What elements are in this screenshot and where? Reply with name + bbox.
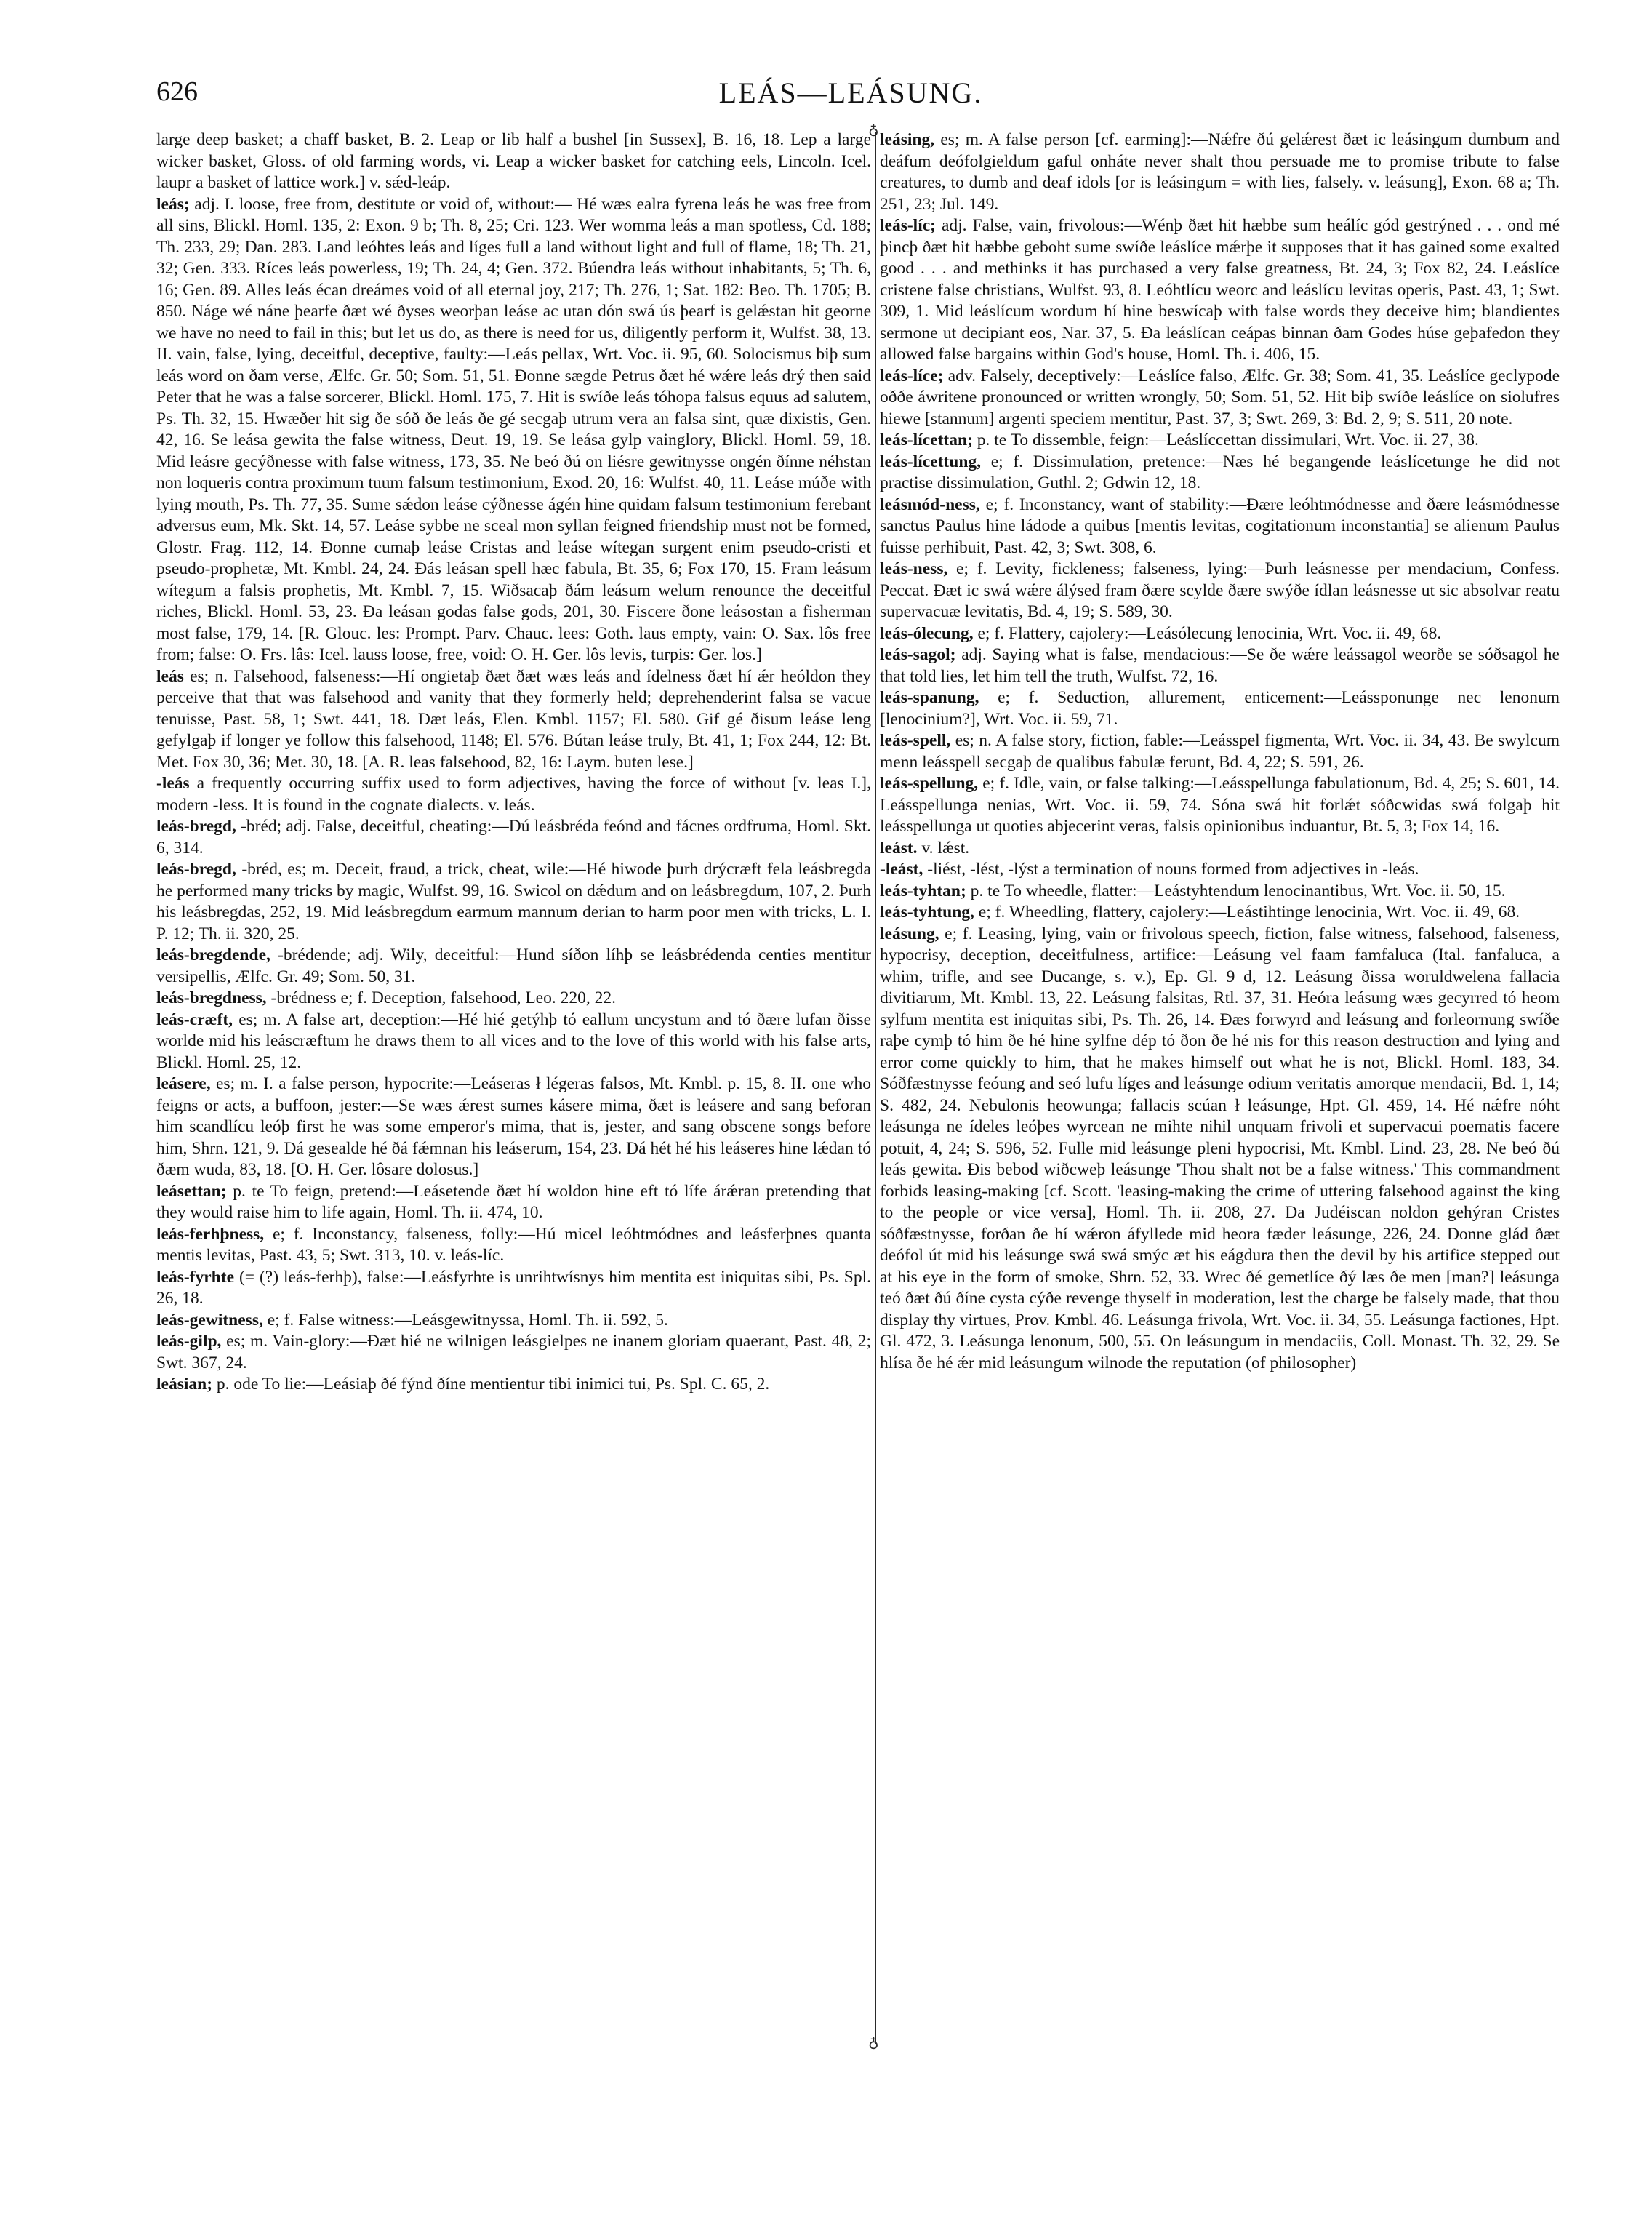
dictionary-entry xyxy=(156,666,871,774)
entry-text: adj. I. loose, free from, destitute or void of, without:— Hé wæs ealra fyrena leás he was free from all sins, Blickl. Homl. 135, 2: Exon. 9 b; Th. 8, 25; Cri. 123. Wer womma leás a man spotless, Cd. 188; Th. 233, 29; Dan. 283. Land leóhtes leás and líges full a land without light and full of flame, 18; Th. 21, 32; Gen. 333. Ríces leás powerless, 19; Th. 24, 4; Gen. 372. Búendra leás without inhabitants, 5; Th. 6, 16; Gen. 89. Alles leás écan dreámes void of all eternal joy, 217; Th. 276, 1; Sat. 182: Beo. Th. 1705; B. 850. Náge wé náne þearfe ðæt wé ðyses weorþan leáse ac utan dón swá ús þearf is gelǽstan hit georne we have no need to fail in this; but let us do, as there is need for us, diligently perform it, Wulfst. 38, 13. II. vain, false, lying, deceitful, deceptive, faulty:—Leás pellax, Wrt. Voc. ii. 95, 60. Solocismus biþ sum leás word on ðam verse, Ælfc. Gr. 50; Som. 51, 51. Ðonne sægde Petrus ðæt hé wǽre leás drý then said Peter that he was a false sorcerer, Blickl. Homl. 175, 7. Hit is swíðe leás tóhopa falsus equus ad salutem, Ps. Th. 32, 15. Hwæðer hit sig ðe sóð ðe leás ðe gé secgaþ utrum vera an falsa sint, quæ dixistis, Gen. 42, 16. Se leása gewita the false witness, Deut. 19, 19. Se leása gylp vainglory, Blickl. Homl. 59, 18. Mid leásre gecýðnesse with false witness, 173, 35. Ne beó ðú on liésre gewitnysse ongén ðínne néhstan non loqueris contra proximum tuum falsum testimonium, Exod. 20, 16: Wulfst. 40, 11. Leáse múðe with lying mouth, Ps. Th. 77, 35. Sume sǽdon leáse cýðnesse ágén hine quidam falsum testimonium ferebant adversus eum, Mk. Skt. 14, 57. Leáse sybbe ne sceal mon syllan feigned friendship must not be formed, Glostr. Frag. 112, 14. Ðonne cumaþ leáse Cristas and leáse wítegan surgent enim pseudo-cristi et pseudo-prophetæ, Mt. Kmbl. 24, 24. Ðás leásan spell hæc fabula, Bt. 35, 6; Fox 170, 15. Fram leásum wítegum a falsis prophetis, Mt. Kmbl. 7, 15. Wiðsacaþ ðám leásum welum renounce the deceitful riches, Blickl. Homl. 53, 23. Ða leásan godas false gods, 201, 30. Fiscere ðone leásostan a fisherman most false, 179, 14. [R. Glouc. les: Prompt. Parv. Chauc. lees: Goth. laus empty, vain: O. Sax. lôs free from; false: O. Frs. lâs: Icel. lauss loose, free, void: O. H. Ger. lôs levis, turpis: Ger. los.] xyxy=(156,194,872,664)
entry-headword: leás-cræft, xyxy=(156,1010,233,1029)
entry-headword: leás-ness, xyxy=(880,559,948,578)
page-number: 626 xyxy=(156,76,198,107)
dictionary-entry xyxy=(156,129,871,194)
entry-headword: leás-líc; xyxy=(880,216,936,235)
dictionary-entry xyxy=(880,730,1560,773)
entry-text: p. te To feign, pretend:—Leásetende ðæt hí woldon hine eft tó lífe árǽran pretending that they would raise him to life again, Homl. Th. ii. 474, 10. xyxy=(156,1181,872,1222)
entry-headword: leás-ólecung, xyxy=(880,623,974,643)
entry-text: p. te To wheedle, flatter:—Leástyhtendum lenocinantibus, Wrt. Voc. ii. 50, 15. xyxy=(970,881,1506,900)
entry-headword: leásing, xyxy=(880,130,935,149)
entry-headword: leás xyxy=(156,666,184,686)
dictionary-entry xyxy=(880,129,1560,215)
entry-text: (= (?) leás-ferhþ), false:—Leásfyrhte is unrihtwísnys him mentita est iniquitas sibi, Ps. Spl. 26, 18. xyxy=(156,1267,871,1308)
entry-text: -bréd, es; m. Deceit, fraud, a trick, cheat, wile:—Hé hiwode þurh drýcræft fela leásbregda he performed many tricks by magic, Wulfst. 99, 16. Swicol on dǽdum and on leásbregdum, 107, 2. Þurh his leásbregdas, 252, 19. Mid leásbregdum earmum mannum derian to harm poor men with tricks, L. I. P. 12; Th. ii. 320, 25. xyxy=(156,860,871,943)
dictionary-entry xyxy=(880,644,1560,687)
entry-headword: leás-lícettung, xyxy=(880,452,982,471)
dictionary-entry xyxy=(156,945,871,988)
entry-text: -bréd; adj. False, deceitful, cheating:—Ðú leásbréda feónd and fácnes ordfruma, Homl. Skt. 6, 314. xyxy=(156,817,871,858)
dictionary-entry xyxy=(156,1181,871,1224)
entry-headword: leás-bregd, xyxy=(156,860,236,879)
dictionary-entry xyxy=(880,902,1560,924)
dictionary-entry xyxy=(156,773,871,816)
entry-text: e; f. Levity, fickleness; falseness, lying:—Þurh leásnesse per mendacium, Confess. Peccat. Ðæt ic swá wǽre álýsed fram ðære scylde ðære swýðe ídlan leásnesse ut sic absolvar reatu supervacuæ levitatis, Bd. 4, 19; S. 589, 30. xyxy=(880,559,1560,621)
entry-text: p. te To dissemble, feign:—Leáslíccettan dissimulari, Wrt. Voc. ii. 27, 38. xyxy=(977,431,1479,449)
entry-text: es; m. A false art, deception:—Hé hié getýhþ tó eallum uncystum and tó ðære lufan ðisse worlde mid his leáscræftum he draws them to all vices and to the love of this world with his false arts, Blickl. Homl. 25, 12. xyxy=(156,1010,871,1072)
entry-text: e; f. False witness:—Leásgewitnyssa, Homl. Th. ii. 592, 5. xyxy=(267,1310,668,1330)
entry-text: p. ode To lie:—Leásiaþ ðé fýnd ðíne mentientur tibi inimici tui, Ps. Spl. C. 65, 2. xyxy=(216,1375,770,1394)
left-column xyxy=(156,129,871,1396)
entry-text: e; f. Inconstancy, falseness, folly:—Hú micel leóhtmódnes and leásferþnes quanta mentis levitas, Past. 43, 5; Swt. 313, 10. v. leás-líc. xyxy=(156,1224,872,1265)
dictionary-entry xyxy=(156,1074,871,1181)
dictionary-entry xyxy=(880,430,1560,452)
dictionary-entry xyxy=(880,881,1560,903)
entry-headword: leás-bregdness, xyxy=(156,988,267,1007)
page-header xyxy=(156,76,1545,127)
entry-headword: leás; xyxy=(156,194,190,214)
dictionary-entry xyxy=(156,1010,871,1074)
entry-headword: leás-líce; xyxy=(880,366,944,385)
dictionary-entry xyxy=(880,924,1560,1375)
entry-text: -liést, -lést, -lýst a termination of nouns formed from adjectives in -leás. xyxy=(927,860,1419,879)
entry-text: e; f. Flattery, cajolery:—Leásólecung lenocinia, Wrt. Voc. ii. 49, 68. xyxy=(977,623,1442,643)
entry-headword: leásian; xyxy=(156,1375,213,1394)
entry-text: e; f. Seduction, allurement, enticement:—Leássponunge nec lenonum [lenocinium?], Wrt. Voc. ii. 59, 71. xyxy=(880,688,1560,729)
entry-text: -brédness e; f. Deception, falsehood, Leo. 220, 22. xyxy=(270,988,616,1007)
entry-headword: -leás xyxy=(156,774,190,793)
entry-headword: leás-bregd, xyxy=(156,817,236,836)
dictionary-entry xyxy=(156,194,871,666)
column-bottom-ornament: ♁ xyxy=(868,2035,879,2053)
dictionary-entry xyxy=(156,1267,871,1310)
entry-headword: leás-fyrhte xyxy=(156,1267,235,1287)
entry-headword: leás-tyhtan; xyxy=(880,881,966,900)
running-head: LEÁS—LEÁSUNG. xyxy=(718,76,983,109)
dictionary-entry xyxy=(880,838,1560,860)
entry-text: adj. False, vain, frivolous:—Wénþ ðæt hit hæbbe sum heálíc gód gestrýned . . . ond mé þincþ ðæt hit hæbbe geboht sume swíðe leáslíce mǽrþe it supposes that it has gained some exalted good . . . and methinks it has purchased a very false greatness, Bt. 24, 3; Fox 82, 24. Leáslíce cristene false christians, Wulfst. 93, 8. Leóhtlícu weorc and leáslícu levitas operis, Past. 43, 1; Swt. 309, 1. Mid leáslícum wordum hí hine beswícaþ with false words they deceive him; blandientes sermone ut decipiant eos, Nar. 37, 5. Ða leáslícan ceápas binnan ðam Godes húse geþafedon they allowed false bargains within God's house, Homl. Th. i. 406, 15. xyxy=(880,216,1560,364)
dictionary-entry xyxy=(880,773,1560,838)
dictionary-entry xyxy=(156,988,871,1010)
entry-headword: leás-bregdende, xyxy=(156,946,270,964)
entry-text: large deep basket; a chaff basket, B. 2. Leap or lib half a bushel [in Sussex], B. 16, 18. Lep a large wicker basket, Gloss. of old farming words, vi. Leap a wicker basket for catching eels, Lincoln. Icel. laupr a basket of lattice work.] v. sǽd-leáp. xyxy=(156,130,871,192)
entry-text: adv. Falsely, deceptively:—Leáslíce falso, Ælfc. Gr. 38; Som. 41, 35. Leáslíce geclypode oððe áwritene pronounced or written wrongly, 50; Som. 51, 52. Hit biþ swíðe leáslíce on siolufres hiewe [stannum] argenti speciem mentitur, Past. 37, 3; Swt. 269, 3: Bd. 2, 9; S. 511, 20 note. xyxy=(880,366,1560,428)
entry-text: es; m. I. a false person, hypocrite:—Leáseras ł légeras falsos, Mt. Kmbl. p. 15, 8. II. one who feigns or acts, a buffoon, jester:—Se wæs ǽrest sumes kásere mima, ðæt is leásere and sang beforan him scandlícu leóþ first he was some emperor's mima, that is, jester, and sang obscene songs before him, Shrn. 121, 9. Ðá gesealde hé ðá fǽmnan his leáserum, 154, 23. Ðá hét hé his leáseres hine lǽdan tó ðæm wuda, 83, 18. [O. H. Ger. lôsare dolosus.] xyxy=(156,1074,872,1179)
dictionary-entry xyxy=(156,1224,871,1267)
entry-headword: leás-spellung, xyxy=(880,774,979,793)
dictionary-entry xyxy=(156,859,871,945)
dictionary-entry xyxy=(880,859,1560,881)
entry-text: v. lǽst. xyxy=(921,838,970,858)
entry-text: e; f. Inconstancy, want of stability:—Ðære leóhtmódnesse and ðære leásmódnesse sanctus Paulus hine ládode a quibus [mentis levitas, cogitationum inconstantia] se alienum Paulus fuisse perhibuit, Past. 42, 3; Swt. 308, 6. xyxy=(880,495,1560,557)
entry-headword: leás-spanung, xyxy=(880,688,979,707)
entry-headword: leás-ferhþness, xyxy=(156,1224,265,1244)
entry-headword: leásere, xyxy=(156,1074,211,1093)
entry-text: es; m. A false person [cf. earming]:—Nǽfre ðú gelǽrest ðæt ic leásingum dumbum and deáfum deófolgieldum gaful onháte never shalt thou persuade me to promise tribute to false creatures, to dumb and deaf idols [or is leásingum = with lies, falsely. v. leásung], Exon. 68 a; Th. 251, 23; Jul. 149. xyxy=(880,130,1560,214)
dictionary-entry xyxy=(156,1374,871,1396)
entry-headword: leás-sagol; xyxy=(880,645,956,664)
entry-headword: leásettan; xyxy=(156,1181,227,1201)
entry-text: e; f. Wheedling, flattery, cajolery:—Leástihtinge lenocinia, Wrt. Voc. ii. 49, 68. xyxy=(978,903,1520,922)
entry-headword: leás-gilp, xyxy=(156,1332,222,1351)
right-column xyxy=(880,129,1560,1374)
dictionary-entry xyxy=(156,816,871,859)
column-top-ornament: ♁ xyxy=(868,122,879,140)
entry-text: adj. Saying what is false, mendacious:—Se ðe wǽre leássagol weorðe se sóðsagol he that told lies, let him tell the truth, Wulfst. 72, 16. xyxy=(880,645,1560,686)
entry-headword: leást. xyxy=(880,838,918,858)
entry-headword: -leást, xyxy=(880,860,923,879)
dictionary-entry xyxy=(880,495,1560,559)
entry-text: es; n. Falsehood, falseness:—Hí ongietaþ ðæt ðæt wæs leás and ídelness ðæt hí ǽr heóldon they perceive that that was falsehood and vanity that they formerly held; deprehenderint falsa se vacue tenuisse, Past. 58, 1; Swt. 441, 18. Ðæt leás, Elen. Kmbl. 1157; El. 580. Gif gé ðisum leáse leng gefylgaþ if longer ye follow this falsehood, 1148; El. 576. Bútan leáse truly, Bt. 41, 1; Fox 244, 12: Bt. Met. Fox 30, 36; Met. 30, 18. [A. R. leas falsehood, 82, 16: Laym. buten lese.] xyxy=(156,666,872,772)
column-divider xyxy=(875,132,876,2044)
dictionary-entry xyxy=(880,559,1560,623)
dictionary-entry xyxy=(880,215,1560,366)
dictionary-entry xyxy=(880,452,1560,495)
entry-headword: leás-spell, xyxy=(880,731,951,750)
entry-text: -brédende; adj. Wily, deceitful:—Hund síðon líhþ se leásbrédenda centies mentitur versipellis, Ælfc. Gr. 49; Som. 50, 31. xyxy=(156,946,872,986)
dictionary-entry xyxy=(156,1331,871,1374)
entry-text: a frequently occurring suffix used to form adjectives, having the force of without [v. leas I.], modern -less. It is found in the cognate dialects. v. leás. xyxy=(156,774,872,815)
dictionary-entry xyxy=(880,366,1560,431)
entry-text: e; f. Leasing, lying, vain or frivolous speech, fiction, false witness, falsehood, falseness, hypocrisy, deception, deceitfulness, artifice:—Leásung vel faam famfaluca (Ital. fanfaluca, a whim, trifle, and see Ducange, s. v.), Ep. Gl. 9 d, 12. Leásung ðissa woruldwelena fallacia divitiarum, Mt. Kmbl. 13, 22. Leásung falsitas, Rtl. 37, 31. Heóra leásung wæs gecyrred tó heom sylfum mentita est iniquitas sibi, Ps. Th. 26, 14. Ðæs forwyrd and leásung and forleornung swíðe raþe cymþ tó him ðe hé hine sylfne dép tó ðon ðe hé nis for this reason destruction and lying and error come quickly to him, that he makes himself out what he is not, Blickl. Homl. 183, 34. Sóðfæstnysse feóung and seó lufu líges and leásunge odium veritatis amorque mendacii, Bd. 1, 14; S. 482, 24. Nebulonis heowunga; fallacis scúan ł leásunge, Hpt. Gl. 459, 14. Hé nǽfre nóht leásunga ne ídeles leóþes wyrcean ne mihte nihil unquam frivoli et supervacui poematis facere potuit, 4, 24; S. 596, 52. Fulle mid leásunge pleni hypocrisi, Mt. Kmbl. Lind. 23, 28. Ne beó ðú leás gewita. Ðis bebod wiðcweþ leásunge 'Thou shalt not be a false witness.' This commandment forbids leasing-making [cf. Scott. 'leasing-making the crime of uttering falsehood against the king to the people or vice versa], Homl. Th. ii. 208, 27. Ða Judéiscan noldon gehýran Cristes sóðfæstnysse, forðan ðe hí wǽron áfyllede mid heora fæder leásunge, 226, 24. Ðonne glád ðæt deófol út mid his leásunge swá swá smýc æt his eágdura then the devil by his artifice stepped out at his eye in the form of smoke, Shrn. 52, 33. Wrec ðé gemetlíce ðý læs ðe men [man?] leásunga teó ðæt ðú ðíne cysta cýðe revenge thyself in moderation, lest the charge be falsely made, that thou display thy virtues, Prov. Kmbl. 46. Leásunga frivola, Wrt. Voc. ii. 34, 55. Leásunga factiones, Hpt. Gl. 472, 3. Leásunga lenonum, 500, 55. On leásungum in mendaciis, Coll. Monast. Th. 32, 29. Se hlísa ðe hé ǽr mid leásungum wilnode the reputation (of philosopher) xyxy=(880,924,1560,1372)
entry-text: e; f. Idle, vain, or false talking:—Leásspellunga fabulationum, Bd. 4, 25; S. 601, 14. Leásspellunga nenias, Wrt. Voc. ii. 59, 74. Sóna swá hit forlǽt sóðcwidas swá folgaþ hit leásspellunga ut quoties abjecerint veras, falsis opinionibus induantur, Bt. 5, 3; Fox 14, 16. xyxy=(880,774,1560,836)
dictionary-entry xyxy=(880,687,1560,730)
entry-headword: leás-gewitness, xyxy=(156,1310,263,1330)
dictionary-entry xyxy=(880,623,1560,645)
entry-headword: leásmód-ness, xyxy=(880,495,980,514)
entry-headword: leás-lícettan; xyxy=(880,431,973,449)
dictionary-entry xyxy=(156,1310,871,1332)
entry-headword: leásung, xyxy=(880,924,939,943)
entry-text: es; m. Vain-glory:—Ðæt hié ne wilnigen leásgielpes ne inanem gloriam quaerant, Past. 48, 2; Swt. 367, 24. xyxy=(156,1332,871,1372)
entry-headword: leás-tyhtung, xyxy=(880,903,974,922)
entry-text: e; f. Dissimulation, pretence:—Næs hé begangende leáslícetunge he did not practise dissimulation, Guthl. 2; Gdwin 12, 18. xyxy=(880,452,1560,492)
entry-text: es; n. A false story, fiction, fable:—Leásspel figmenta, Wrt. Voc. ii. 34, 43. Be swylcum menn leásspell secgaþ de qualibus fabulæ ferunt, Bd. 4, 22; S. 591, 26. xyxy=(880,731,1560,772)
